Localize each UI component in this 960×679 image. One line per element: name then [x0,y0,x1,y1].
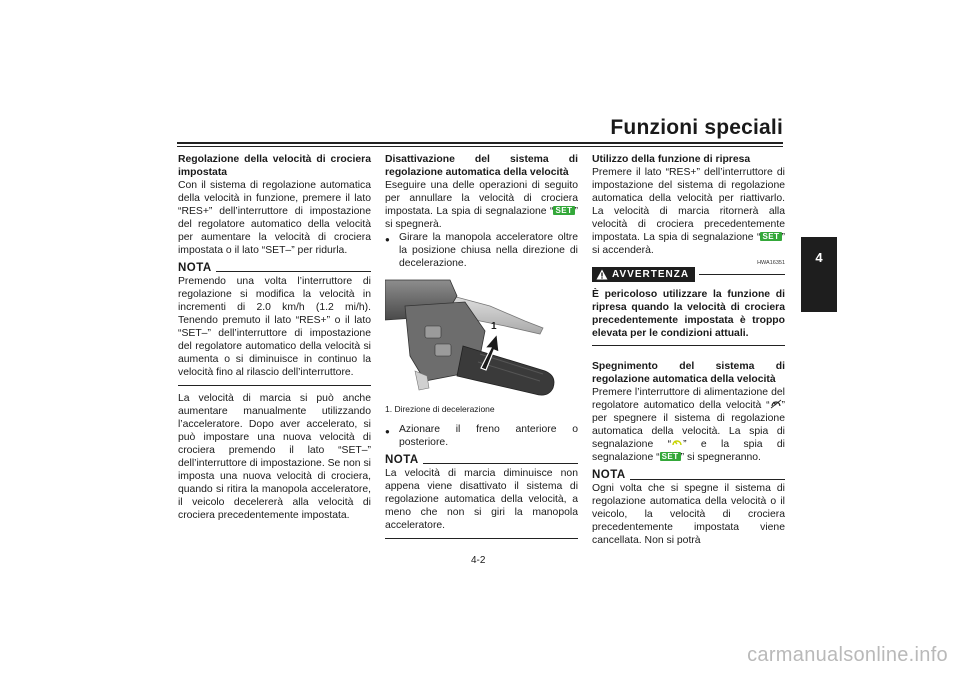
watermark: carmanualsonline.info [747,644,948,666]
nota-rule [423,463,578,464]
paragraph: Con il sistema di regolazione automatica della velocità in funzione, premere il lato “RES+” dell’interruttore di impostazione del regolatore automatico della velocità per aumentare la velocità di crociera impostata o il lato “SET–” per ridurla. [178,180,371,256]
column-3 [592,153,785,547]
nota-header [385,454,578,467]
section-heading: Regolazione della velocità di crociera impostata [178,154,371,178]
nota-label: NOTA [385,454,419,466]
text: Premere il lato “RES+” dell’interruttore di impostazione del sistema di regolazione automatica della velocità per riattivarlo. La velocità di marcia ritornerà alla velocità di crociera precedentemente impostata. La spia di segnalazione “ [592,167,785,243]
warning-header [592,267,785,282]
column-2 [385,153,578,539]
nota-end-rule [385,538,578,539]
set-indicator-icon: SET [762,232,780,241]
warning-block [592,260,785,346]
chapter-tab [801,237,837,312]
header-rule [177,142,783,144]
bullet-icon: ● [385,235,390,244]
page-number: 4-2 [471,555,486,566]
text: ” si accenderà. [592,232,785,256]
list-item-text: Azionare il freno anteriore o posteriore. [399,424,578,448]
nota-label: NOTA [178,262,212,274]
text: Premere l’interruttore di alimentazione del regolatore automatico della velocità “ [592,387,785,412]
paragraph [592,386,785,464]
page-title: Funzioni speciali [610,116,783,139]
section-heading: Disattivazione del sistema di regolazione automatica della velocità [385,154,578,178]
cruise-indicator-icon [671,438,683,448]
nota-rule [216,271,371,272]
warning-end-rule [592,345,785,346]
callout-number: 1 [491,321,497,332]
warning-triangle-icon [596,269,608,280]
nota-header [178,262,371,275]
set-indicator-icon: SET [661,452,679,462]
nota-text: Ogni volta che si spegne il sistema di regolazione automatica della velocità o il veicolo, la velocità di crociera precedentemente impostata viene cancellata. Non si potrà [592,483,785,547]
list-item [385,231,578,270]
bullet-icon: ● [385,427,390,436]
paragraph [592,166,785,257]
text: ” si spegneranno. [680,452,761,464]
list-item-text: Girare la manopola acceleratore oltre la posizione chiusa nella direzione di decelerazione. [399,232,578,269]
nota-label: NOTA [592,469,626,482]
warning-text: È pericoloso utilizzare la funzione di ripresa quando la velocità di crociera precedentemente impostata è troppo elevata per le condizioni attuali. [592,289,785,339]
chapter-tab-number: 4 [815,250,823,265]
handlebar-illustration [385,276,578,398]
handlebar-drawing [385,276,578,398]
list-item [385,423,578,449]
cruise-power-icon [770,399,782,409]
section-heading: Utilizzo della funzione di ripresa [592,154,751,165]
warning-code: HWA16351 [757,260,785,266]
text: Eseguire una delle operazioni di seguito per annullare la velocità di crociera impostata. La spia di segnalazione “ [385,180,578,217]
warning-rule [699,274,785,275]
header-rule-thin [177,146,783,147]
paragraph: La velocità di marcia si può anche aumentare manualmente utilizzando l’acceleratore. Dopo aver accelerato, si può impostare una nuova velocità di crociera premendo il lato “SET–” dell’interruttore di impostazione. Se non si imposta una nuova velocità di crociera, quando si ritira la manopola acceleratore, il veicolo decelererà alla velocità di crociera precedentemente impostata. [178,392,371,521]
nota-end-rule [178,385,371,386]
nota-header [592,469,785,482]
column-1 [178,153,371,522]
set-indicator-icon: SET [555,206,573,215]
warning-badge [592,267,695,282]
text: ” per spegnere il sistema di regolazione automatica della velocità. La spia di segnalazione “ [592,400,785,451]
nota-rule [630,479,785,480]
paragraph [385,179,578,231]
nota-text: La velocità di marcia diminuisce non appena viene disattivato il sistema di regolazione automatica della velocità, a meno che non si giri la manopola acceleratore. [385,468,578,531]
warning-label: AVVERTENZA [612,269,690,280]
text: ” e la spia di segnalazione “ [592,439,785,464]
section-heading: Spegnimento del sistema di regolazione automatica della velocità [592,361,785,386]
figure-caption: 1. Direzione di decelerazione [385,404,495,414]
nota-text: Premendo una volta l’interruttore di regolazione si modifica la velocità in incrementi di 2.0 km/h (1.2 mi/h). Tenendo premuto il lato “RES+” o il lato “SET–” dell’interruttore di impostazione del regolatore automatico della velocità si aumenta o si diminuisce in continuo la velocità fino al rilascio dell’interruttore. [178,276,371,378]
text: ” si spegnerà. [385,206,578,230]
